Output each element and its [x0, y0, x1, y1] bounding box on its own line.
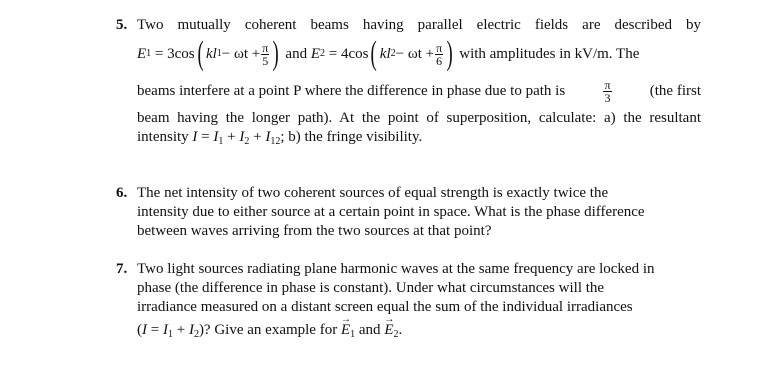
problem-7-line: irradiance measured on a distant screen equal the sum of the individual irradiances [137, 299, 633, 315]
problem-5-line5: intensity $I = I_1 + I_2 + I_{12}$; b) the fringe visibility. [137, 129, 423, 147]
fraction-pi-over-5: $\frac{\pi}{5}$ [262, 40, 269, 68]
problem-6-line: between waves arriving from the two sources at that point? [137, 223, 492, 239]
problem-5-line4: beam having the longer path). At the point of superposition, calculate: a) the resultant [137, 110, 701, 126]
problem-6-line: intensity due to either source at a certain point in space. What is the phase difference [137, 204, 645, 220]
problem-number: 5. [116, 17, 128, 33]
problem-7-line: phase (the difference in phase is constant). Under what circumstances will the [137, 280, 605, 296]
e1-eq: = 3cos [154, 45, 195, 62]
problem-number: 6. [116, 185, 128, 201]
phase-line: beams interfere at a point P where the difference in phase due to path is $\frac{\pi}{3}$ (the first [137, 77, 701, 105]
vector-e1: E → [341, 321, 350, 340]
problem-6-line: The net intensity of two coherent sources of equal strength is exactly twice the [137, 185, 609, 201]
problem-5-intro: Two mutually coherent beams having parallel electric fields are described by [137, 17, 701, 33]
problem-5 [116, 16, 701, 147]
e2-eq: = 4cos [328, 45, 369, 62]
problem-7-last-line: $(I = I_1 + I_2)$? Give an example for $E \to_1$ and $E \to_2$. [137, 321, 701, 340]
units-text: with amplitudes in kV/m. The [459, 45, 640, 62]
fraction-pi-over-6: $\frac{\pi}{6}$ [436, 40, 443, 68]
problem-6 [116, 184, 701, 241]
joiner: and [285, 45, 308, 62]
e1-symbol: E [137, 45, 147, 62]
vector-e2: E → [384, 321, 393, 340]
fraction-pi-over-3: $\frac{\pi}{3}$ [604, 77, 611, 105]
e2-symbol: E [310, 45, 320, 62]
problem-number: 7. [116, 261, 128, 277]
intensity-equation: I [192, 129, 198, 145]
problem-7-line: Two light sources radiating plane harmonic waves at the same frequency are locked in [137, 261, 655, 277]
field-equations: E 1 = 3cos ( kl 1 − ωt + $\frac{\pi}{5}$ ) and E 2 = 4cos ( kl 2 − ωt + $\frac{\pi}{6}$ ) with amplitudes in kV/m. The [137, 35, 640, 72]
problem-7 [116, 260, 701, 340]
